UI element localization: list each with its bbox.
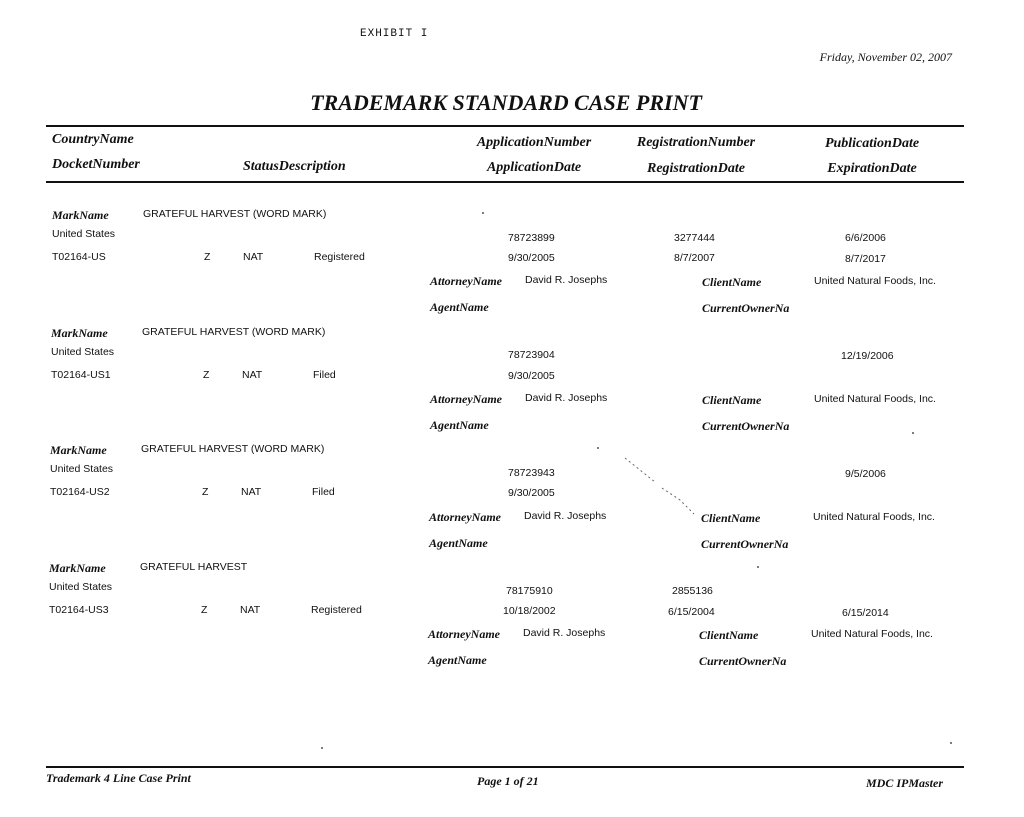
- country-value: United States: [51, 346, 115, 358]
- scan-speck: [950, 742, 952, 744]
- header-top-rule: [46, 125, 964, 127]
- nat-code-value: NAT: [243, 251, 264, 263]
- client-name-value: United Natural Foods, Inc.: [811, 628, 933, 640]
- scan-speck: [912, 432, 914, 434]
- report-title: TRADEMARK STANDARD CASE PRINT: [310, 90, 702, 115]
- mark-name-value: GRATEFUL HARVEST: [140, 561, 248, 573]
- mark-name-label: MarkName: [52, 208, 109, 222]
- z-code-value: Z: [204, 251, 211, 263]
- z-code-value: Z: [202, 486, 209, 498]
- client-name-value: United Natural Foods, Inc.: [814, 275, 936, 287]
- attorney-name-value: David R. Josephs: [523, 627, 606, 639]
- footer-software-name: MDC IPMaster: [866, 776, 944, 790]
- z-code-value: Z: [203, 369, 210, 381]
- nat-code-value: NAT: [242, 369, 263, 381]
- country-value: United States: [52, 228, 116, 240]
- agent-name-label: AgentName: [430, 418, 489, 432]
- docket-value: T02164-US2: [50, 486, 110, 498]
- client-name-value: United Natural Foods, Inc.: [814, 393, 936, 405]
- attorney-name-label: AttorneyName: [430, 274, 502, 288]
- header-expiration-date: ExpirationDate: [827, 161, 917, 176]
- publication-date-value: 6/6/2006: [845, 232, 886, 244]
- publication-date-value: 12/19/2006: [841, 350, 894, 362]
- status-value: Filed: [312, 486, 335, 498]
- nat-code-value: NAT: [241, 486, 262, 498]
- exhibit-label: EXHIBIT I: [360, 28, 429, 40]
- z-code-value: Z: [201, 604, 208, 616]
- attorney-name-value: David R. Josephs: [525, 392, 608, 404]
- country-value: United States: [49, 581, 113, 593]
- mark-name-label: MarkName: [51, 326, 108, 340]
- footer-rule: [46, 766, 964, 768]
- agent-name-label: AgentName: [429, 536, 488, 550]
- expiration-date-value: 6/15/2014: [842, 607, 889, 619]
- footer-page-number: Page 1 of 21: [477, 774, 539, 788]
- country-value: United States: [50, 463, 114, 475]
- application-date-value: 9/30/2005: [508, 487, 555, 499]
- scan-speck: [321, 747, 323, 749]
- client-name-value: United Natural Foods, Inc.: [813, 511, 935, 523]
- registration-date-value: 8/7/2007: [674, 252, 715, 264]
- publication-date-value: 9/5/2006: [845, 468, 886, 480]
- client-name-label: ClientName: [702, 393, 762, 407]
- print-date: Friday, November 02, 2007: [819, 50, 952, 64]
- header-country-name: CountryName: [52, 132, 134, 147]
- current-owner-label: CurrentOwnerNa: [702, 301, 790, 315]
- attorney-name-label: AttorneyName: [429, 510, 501, 524]
- attorney-name-label: AttorneyName: [428, 627, 500, 641]
- client-name-label: ClientName: [699, 628, 759, 642]
- docket-value: T02164-US3: [49, 604, 109, 616]
- application-number-value: 78723904: [508, 349, 555, 361]
- agent-name-label: AgentName: [428, 653, 487, 667]
- expiration-date-value: 8/7/2017: [845, 253, 886, 265]
- header-registration-number: RegistrationNumber: [636, 135, 756, 150]
- current-owner-label: CurrentOwnerNa: [701, 537, 789, 551]
- header-status-description: StatusDescription: [243, 159, 346, 174]
- client-name-label: ClientName: [701, 511, 761, 525]
- scan-speck: [757, 566, 759, 568]
- attorney-name-label: AttorneyName: [430, 392, 502, 406]
- footer-report-name: Trademark 4 Line Case Print: [46, 771, 191, 785]
- scan-mark: [620, 452, 700, 522]
- scan-speck: [482, 212, 484, 214]
- registration-date-value: 6/15/2004: [668, 606, 715, 618]
- header-publication-date: PublicationDate: [824, 136, 920, 151]
- mark-name-label: MarkName: [50, 443, 107, 457]
- application-date-value: 10/18/2002: [503, 605, 556, 617]
- header-docket-number: DocketNumber: [52, 157, 140, 172]
- agent-name-label: AgentName: [430, 300, 489, 314]
- status-value: Registered: [314, 251, 365, 263]
- current-owner-label: CurrentOwnerNa: [699, 654, 787, 668]
- docket-value: T02164-US1: [51, 369, 111, 381]
- status-value: Registered: [311, 604, 362, 616]
- application-number-value: 78175910: [506, 585, 553, 597]
- mark-name-value: GRATEFUL HARVEST (WORD MARK): [143, 208, 327, 220]
- mark-name-value: GRATEFUL HARVEST (WORD MARK): [142, 326, 326, 338]
- application-number-value: 78723943: [508, 467, 555, 479]
- header-bottom-rule: [46, 181, 964, 183]
- current-owner-label: CurrentOwnerNa: [702, 419, 790, 433]
- registration-number-value: 3277444: [674, 232, 715, 244]
- header-application-number: ApplicationNumber: [476, 135, 592, 150]
- application-number-value: 78723899: [508, 232, 555, 244]
- mark-name-label: MarkName: [49, 561, 106, 575]
- application-date-value: 9/30/2005: [508, 252, 555, 264]
- scan-speck: [597, 447, 599, 449]
- registration-number-value: 2855136: [672, 585, 713, 597]
- mark-name-value: GRATEFUL HARVEST (WORD MARK): [141, 443, 325, 455]
- header-application-date: ApplicationDate: [486, 160, 582, 175]
- client-name-label: ClientName: [702, 275, 762, 289]
- attorney-name-value: David R. Josephs: [525, 274, 608, 286]
- application-date-value: 9/30/2005: [508, 370, 555, 382]
- nat-code-value: NAT: [240, 604, 261, 616]
- docket-value: T02164-US: [52, 251, 106, 263]
- attorney-name-value: David R. Josephs: [524, 510, 607, 522]
- status-value: Filed: [313, 369, 336, 381]
- header-registration-date: RegistrationDate: [646, 161, 745, 176]
